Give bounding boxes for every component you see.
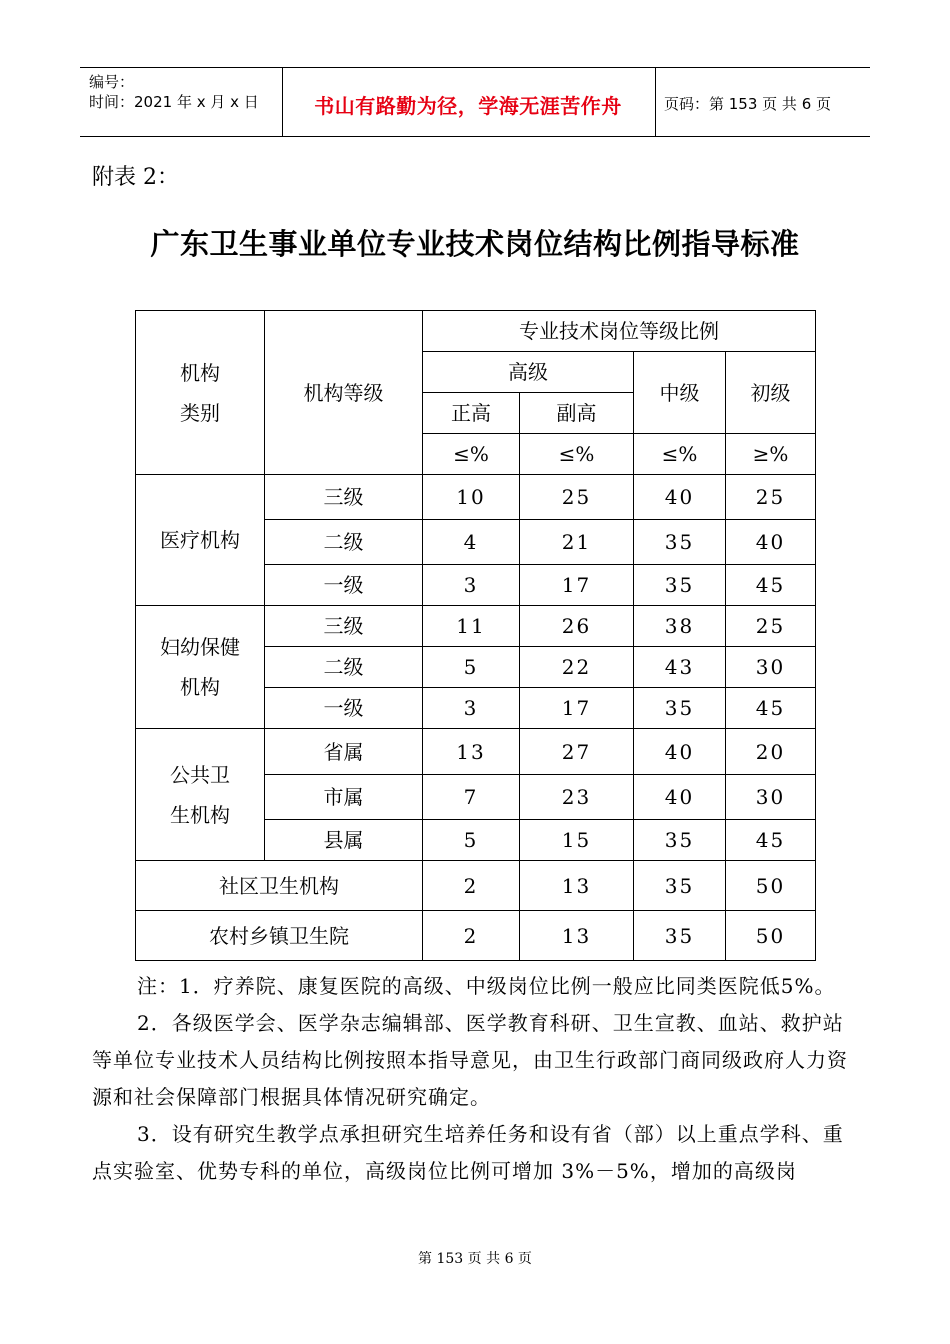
row-level: 一级: [265, 688, 423, 729]
cell-value: 17: [520, 565, 634, 606]
cell-value: 40: [634, 775, 726, 820]
header-page-label: 页码：第 153 页 共 6 页: [664, 95, 832, 113]
header-meta: [89, 72, 259, 112]
cell-value: 2: [423, 911, 520, 961]
cell-value: 25: [520, 475, 634, 520]
header-org-type-line1: 机构: [180, 360, 220, 385]
cell-value: 40: [634, 475, 726, 520]
row-level: 三级: [265, 606, 423, 647]
row-level: 二级: [265, 520, 423, 565]
code-label: 编号：: [89, 73, 135, 91]
cell-value: 38: [634, 606, 726, 647]
cell-value: 35: [634, 911, 726, 961]
cell-value: 27: [520, 729, 634, 775]
notes: [92, 968, 862, 1190]
cell-value: 13: [520, 861, 634, 911]
unit-le: ≤%: [634, 434, 726, 475]
row-level: 县属: [265, 820, 423, 861]
row-level: 市属: [265, 775, 423, 820]
header-org-level: 机构等级: [265, 311, 423, 475]
header-mid: 中级: [634, 352, 726, 434]
note-2: 2．各级医学会、医学杂志编辑部、医学教育科研、卫生宣教、血站、救护站等单位专业技术人员结构比例按照本指导意见，由卫生行政部门商同级政府人力资源和社会保障部门根据具体情况研究确定。: [92, 1011, 848, 1109]
unit-ge: ≥%: [726, 434, 816, 475]
cell-value: 35: [634, 861, 726, 911]
cell-value: 25: [726, 606, 816, 647]
header-org-type-line2: 类别: [180, 400, 220, 425]
cell-value: 2: [423, 861, 520, 911]
cell-value: 30: [726, 775, 816, 820]
row-level: 三级: [265, 475, 423, 520]
cell-value: 3: [423, 688, 520, 729]
cell-value: 35: [634, 565, 726, 606]
cell-value: 22: [520, 647, 634, 688]
cell-value: 11: [423, 606, 520, 647]
note-1: 注：1．疗养院、康复医院的高级、中级岗位比例一般应比同类医院低5%。: [137, 974, 836, 998]
time-label: 时间：2021 年 x 月 x 日: [89, 93, 259, 111]
group-name: [136, 729, 265, 861]
group-name-line1: 妇幼保健: [160, 635, 240, 659]
cell-value: 35: [634, 688, 726, 729]
cell-value: 15: [520, 820, 634, 861]
header-senior: 高级: [423, 352, 634, 393]
cell-value: 25: [726, 475, 816, 520]
cell-value: 45: [726, 820, 816, 861]
row-level: 省属: [265, 729, 423, 775]
cell-value: 45: [726, 565, 816, 606]
row-level: 一级: [265, 565, 423, 606]
cell-value: 26: [520, 606, 634, 647]
cell-value: 5: [423, 820, 520, 861]
cell-value: 45: [726, 688, 816, 729]
page-footer: 第 153 页 共 6 页: [418, 1251, 532, 1267]
cell-value: 50: [726, 911, 816, 961]
cell-value: 13: [520, 911, 634, 961]
ratio-table: [135, 310, 816, 961]
group-name: [136, 606, 265, 729]
group-name-line2: 生机构: [170, 802, 230, 827]
cell-value: 10: [423, 475, 520, 520]
header-divider: [655, 68, 656, 136]
group-name-line2: 机构: [180, 675, 220, 699]
header-junior: 初级: [726, 352, 816, 434]
cell-value: 4: [423, 520, 520, 565]
attachment-label: 附表 2：: [92, 165, 179, 190]
cell-value: 17: [520, 688, 634, 729]
header-ratio: 专业技术岗位等级比例: [423, 311, 816, 352]
group-name: 医疗机构: [136, 475, 265, 606]
cell-value: 13: [423, 729, 520, 775]
cell-value: 20: [726, 729, 816, 775]
cell-value: 30: [726, 647, 816, 688]
group-name-line1: 公共卫: [170, 762, 230, 787]
cell-value: 3: [423, 565, 520, 606]
document-title: 广东卫生事业单位专业技术岗位结构比例指导标准: [150, 227, 800, 261]
header-motto: 书山有路勤为径，学海无涯苦作舟: [314, 94, 622, 118]
unit-le: ≤%: [520, 434, 634, 475]
cell-value: 40: [634, 729, 726, 775]
header-fugao: 副高: [520, 393, 634, 434]
cell-value: 23: [520, 775, 634, 820]
row-level: 二级: [265, 647, 423, 688]
cell-value: 7: [423, 775, 520, 820]
header-zhenggao: 正高: [423, 393, 520, 434]
note-3: 3．设有研究生教学点承担研究生培养任务和设有省（部）以上重点学科、重点实验室、优势专科的单位，高级岗位比例可增加 3%－5%，增加的高级岗: [92, 1122, 844, 1183]
cell-value: 35: [634, 820, 726, 861]
community-name: 社区卫生机构: [136, 861, 423, 911]
cell-value: 35: [634, 520, 726, 565]
cell-value: 21: [520, 520, 634, 565]
header-org-type: [136, 311, 265, 475]
rural-name: 农村乡镇卫生院: [136, 911, 423, 961]
cell-value: 50: [726, 861, 816, 911]
unit-le: ≤%: [423, 434, 520, 475]
cell-value: 5: [423, 647, 520, 688]
page-header: [80, 67, 870, 137]
cell-value: 40: [726, 520, 816, 565]
cell-value: 43: [634, 647, 726, 688]
